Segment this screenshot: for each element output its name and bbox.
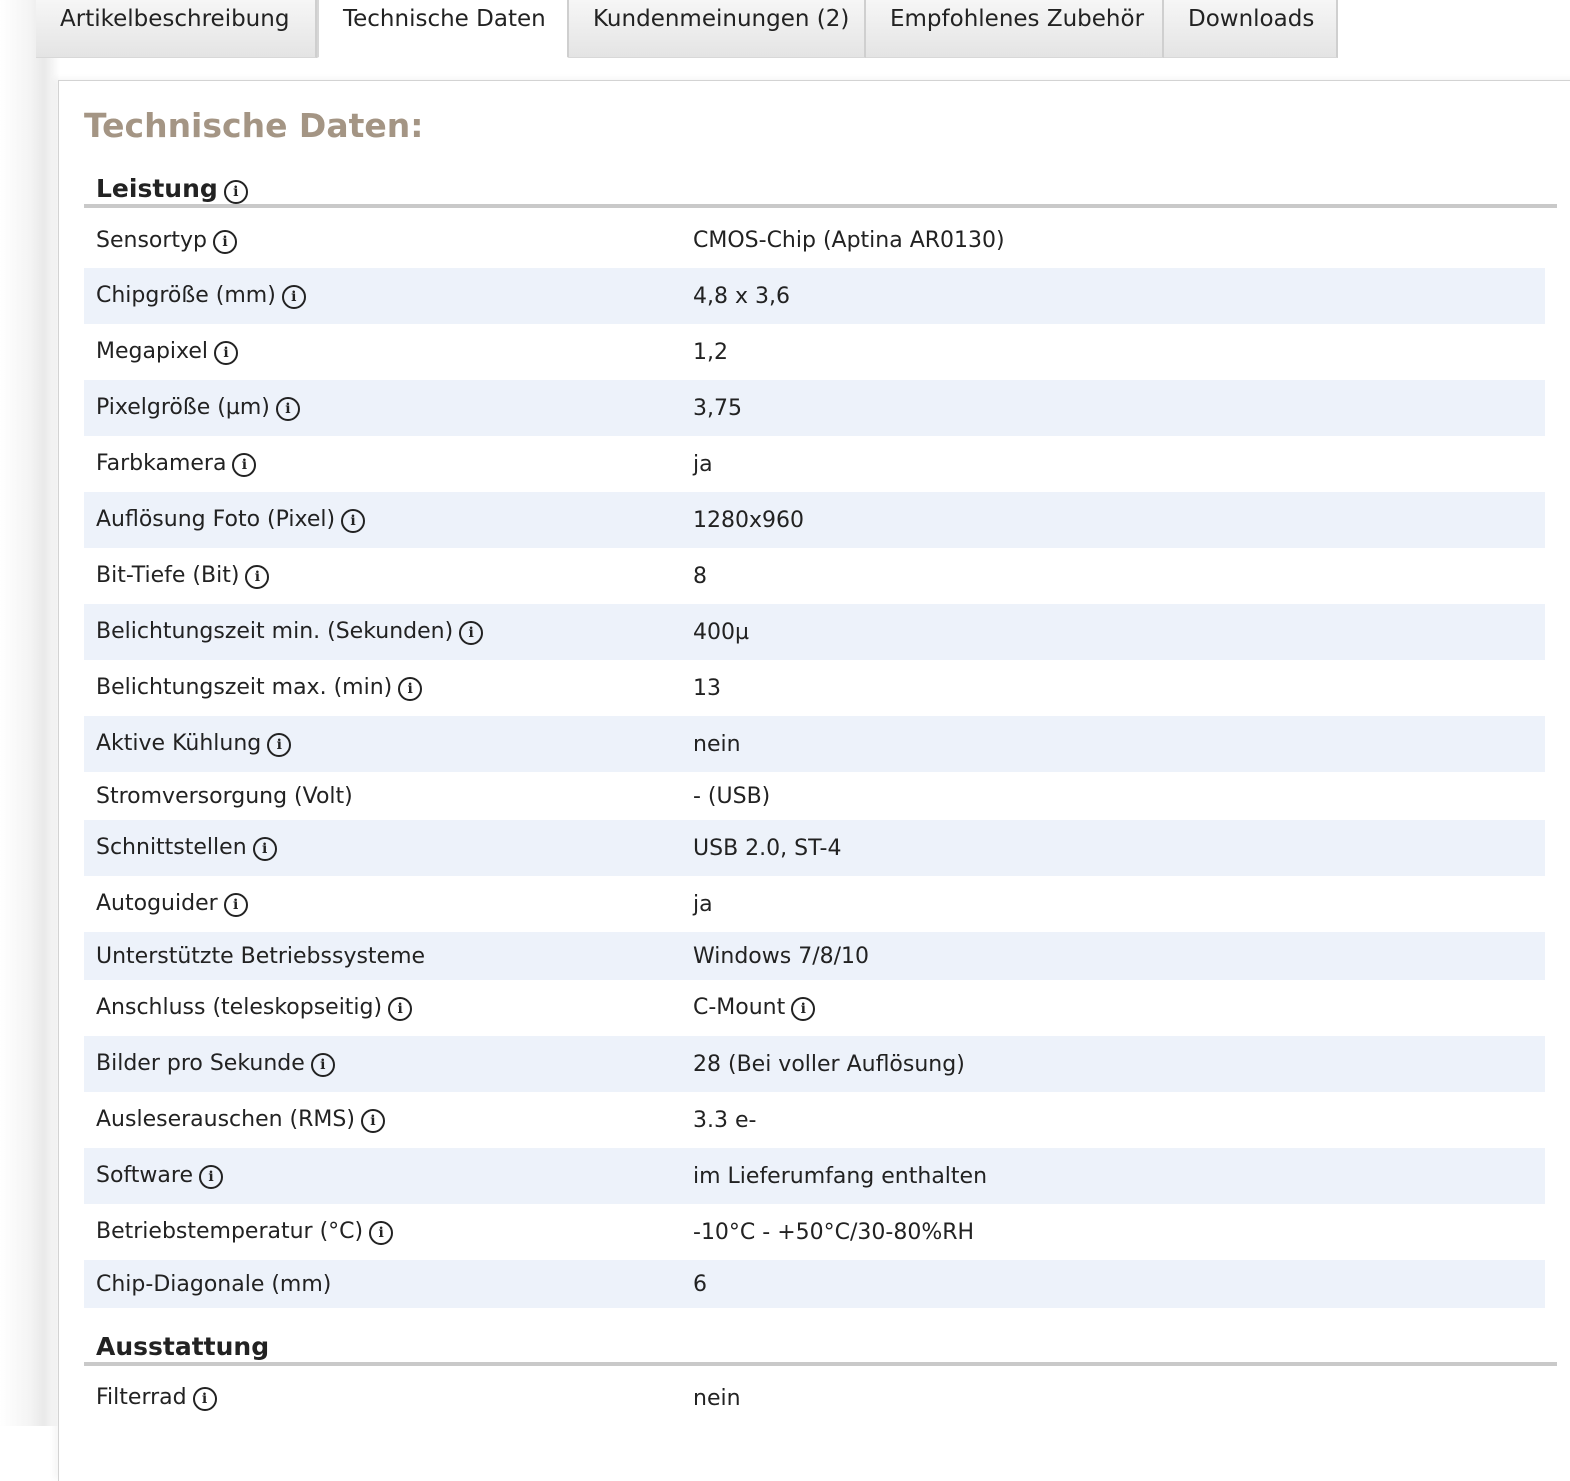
spec-value: 3,75 [693, 395, 742, 421]
spec-value-cell [693, 1386, 1545, 1411]
section-title-ausstattung [84, 1332, 1557, 1366]
spec-label: Bit-Tiefe (Bit) [96, 563, 240, 588]
spec-label: Stromversorgung (Volt) [96, 783, 353, 809]
spec-row [84, 268, 1545, 324]
spec-row [84, 324, 1545, 380]
spec-row [84, 932, 1545, 980]
spec-value-cell [693, 1164, 1545, 1189]
spec-value-cell [693, 1108, 1545, 1133]
spec-label-cell [84, 731, 693, 757]
spec-row [84, 820, 1545, 876]
spec-label-cell [84, 283, 693, 309]
spec-value-cell [693, 1220, 1545, 1245]
spec-label: Ausleserauschen (RMS) [96, 1107, 355, 1132]
spec-label-cell [84, 451, 693, 477]
info-icon[interactable]: i [311, 1053, 335, 1077]
spec-label-cell [84, 835, 693, 861]
spec-row [84, 876, 1545, 932]
spec-value-cell [693, 892, 1545, 917]
spec-label-cell [84, 1272, 693, 1297]
info-icon[interactable]: i [232, 453, 256, 477]
spec-value-cell [693, 944, 1545, 969]
spec-label-cell [84, 891, 693, 917]
spec-label: Autoguider [96, 891, 218, 916]
info-icon[interactable]: i [791, 997, 815, 1021]
spec-value: ja [693, 451, 713, 477]
spec-label-cell [84, 339, 693, 365]
spec-label-cell [84, 563, 693, 589]
spec-value: im Lieferumfang enthalten [693, 1163, 988, 1189]
spec-label: Farbkamera [96, 451, 227, 476]
tab-kundenmeinungen[interactable]: Kundenmeinungen (2) [569, 0, 866, 58]
info-icon[interactable]: i [224, 893, 248, 917]
spec-label: Betriebstemperatur (°C) [96, 1219, 364, 1244]
spec-label-cell [84, 995, 693, 1021]
spec-value-cell [693, 396, 1545, 421]
spec-value-cell [693, 228, 1545, 253]
spec-value-cell [693, 284, 1545, 309]
spec-label: Chipgröße (mm) [96, 283, 276, 308]
spec-value: USB 2.0, ST-4 [693, 835, 842, 861]
spec-label-cell [84, 944, 693, 969]
spec-row [84, 772, 1545, 820]
spec-value: 400µ [693, 619, 749, 645]
spec-value-cell [693, 1272, 1545, 1297]
info-icon[interactable]: i [398, 677, 422, 701]
spec-value-cell [693, 784, 1545, 809]
spec-row [84, 1036, 1545, 1092]
spec-row [84, 1148, 1545, 1204]
spec-value: ja [693, 891, 713, 917]
info-icon[interactable]: i [341, 509, 365, 533]
spec-label: Unterstützte Betriebssysteme [96, 943, 426, 969]
info-icon[interactable]: i [459, 621, 483, 645]
info-icon[interactable]: i [361, 1109, 385, 1133]
spec-row [84, 716, 1545, 772]
spec-row [84, 548, 1545, 604]
section-title-text: Leistung [96, 174, 218, 203]
spec-value: 13 [693, 675, 721, 701]
spec-label-cell [84, 507, 693, 533]
spec-value: 4,8 x 3,6 [693, 283, 790, 309]
page-title: Technische Daten: [84, 106, 424, 145]
spec-row [84, 660, 1545, 716]
spec-value: nein [693, 731, 741, 757]
spec-value-cell [693, 676, 1545, 701]
spec-row [84, 436, 1545, 492]
spec-label: Megapixel [96, 339, 209, 364]
spec-label: Auflösung Foto (Pixel) [96, 507, 336, 532]
spec-label-cell [84, 784, 693, 809]
tab-artikelbeschreibung[interactable]: Artikelbeschreibung [36, 0, 317, 58]
tab-downloads[interactable]: Downloads [1164, 0, 1338, 58]
info-icon[interactable]: i [282, 285, 306, 309]
spec-value: CMOS-Chip (Aptina AR0130) [693, 228, 1005, 253]
spec-value: 8 [693, 563, 707, 589]
spec-row [84, 213, 1545, 268]
spec-label-cell [84, 395, 693, 421]
spec-value-cell [693, 732, 1545, 757]
spec-label: Pixelgröße (µm) [96, 395, 270, 420]
spec-label: Software [96, 1163, 193, 1188]
spec-label-cell [84, 1107, 693, 1133]
info-icon[interactable]: i [388, 997, 412, 1021]
spec-value: 6 [693, 1271, 707, 1297]
spec-label-cell [84, 675, 693, 701]
page-side-shadow [0, 0, 60, 1426]
info-icon[interactable]: i [214, 341, 238, 365]
spec-value: Windows 7/8/10 [693, 943, 870, 969]
spec-label: Belichtungszeit min. (Sekunden) [96, 619, 454, 644]
spec-table-leistung [84, 213, 1545, 1308]
section-title-text: Ausstattung [96, 1332, 270, 1361]
spec-label-cell [84, 1163, 693, 1189]
spec-label: Bilder pro Sekunde [96, 1051, 305, 1076]
spec-row [84, 380, 1545, 436]
info-icon[interactable]: i [245, 565, 269, 589]
tab-empfohlenes-zubehoer[interactable]: Empfohlenes Zubehör [866, 0, 1164, 58]
spec-value: C-Mount [693, 995, 786, 1020]
spec-row [84, 492, 1545, 548]
spec-row [84, 1092, 1545, 1148]
spec-table-ausstattung [84, 1370, 1545, 1426]
spec-row [84, 1260, 1545, 1308]
spec-value-cell [693, 620, 1545, 645]
spec-label: Chip-Diagonale (mm) [96, 1271, 332, 1297]
tab-technische-daten[interactable]: Technische Daten [317, 0, 569, 58]
spec-value: -10°C - +50°C/30-80%RH [693, 1219, 975, 1245]
spec-value: 28 (Bei voller Auflösung) [693, 1051, 965, 1077]
info-icon[interactable]: i [276, 397, 300, 421]
spec-value-cell [693, 995, 1545, 1021]
spec-label-cell [84, 1385, 693, 1411]
spec-value: 1280x960 [693, 507, 804, 533]
spec-label: Sensortyp [96, 227, 208, 253]
section-title-leistung [84, 174, 1557, 208]
info-icon[interactable]: i [213, 230, 237, 254]
spec-row [84, 604, 1545, 660]
spec-value-cell [693, 508, 1545, 533]
info-icon[interactable]: i [224, 180, 248, 204]
spec-label: Belichtungszeit max. (min) [96, 675, 393, 700]
spec-value: 1,2 [693, 339, 728, 365]
spec-value-cell [693, 1052, 1545, 1077]
spec-label: Anschluss (teleskopseitig) [96, 995, 383, 1020]
spec-label-cell [84, 1051, 693, 1077]
spec-value-cell [693, 340, 1545, 365]
info-icon[interactable]: i [267, 733, 291, 757]
spec-value-cell [693, 836, 1545, 861]
info-icon[interactable]: i [253, 837, 277, 861]
spec-value-cell [693, 564, 1545, 589]
info-icon[interactable]: i [199, 1165, 223, 1189]
spec-value: 3.3 e- [693, 1107, 757, 1133]
info-icon[interactable]: i [193, 1387, 217, 1411]
spec-value: - (USB) [693, 783, 771, 809]
spec-label: Schnittstellen [96, 835, 247, 860]
spec-row [84, 980, 1545, 1036]
spec-label-cell [84, 228, 693, 254]
spec-label: Filterrad [96, 1385, 187, 1410]
tab-bar [36, 0, 1338, 58]
spec-value: nein [693, 1385, 741, 1411]
spec-row [84, 1204, 1545, 1260]
spec-row [84, 1370, 1545, 1426]
spec-label: Aktive Kühlung [96, 731, 262, 756]
spec-label-cell [84, 619, 693, 645]
info-icon[interactable]: i [369, 1221, 393, 1245]
spec-value-cell [693, 452, 1545, 477]
spec-label-cell [84, 1219, 693, 1245]
